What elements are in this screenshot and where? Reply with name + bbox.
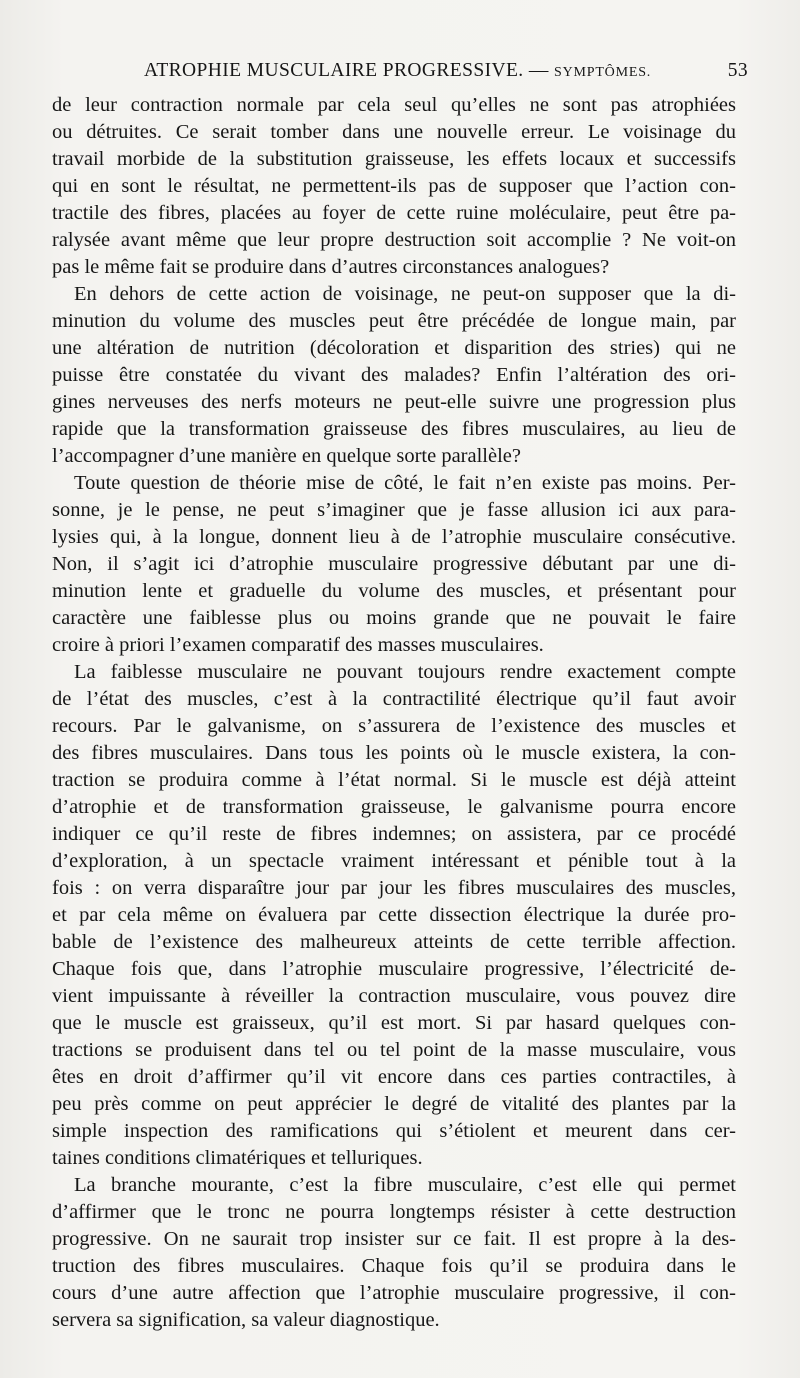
running-title — [144, 60, 651, 82]
text-line: gines nerveuses des nerfs moteurs ne peut-elle suivre une progression plus — [52, 391, 736, 413]
text-line: En dehors de cette action de voisinage, ne peut-on supposer que la di- — [74, 283, 736, 305]
text-line: l’accompagner d’une manière en quelque sorte parallèle? — [52, 445, 521, 467]
text-line: indiquer ce qu’il reste de fibres indemnes; on assistera, par ce procédé — [52, 823, 736, 845]
text-line: rapide que la transformation graisseuse des fibres musculaires, au lieu de — [52, 418, 736, 440]
text-line: Chaque fois que, dans l’atrophie musculaire progressive, l’électricité de- — [52, 958, 736, 980]
text-line: tractions se produisent dans tel ou tel point de la masse musculaire, vous — [52, 1039, 736, 1061]
text-line: ralysée avant même que leur propre destruction soit accomplie ? Ne voit-on — [52, 229, 736, 251]
text-line: qui en sont le résultat, ne permettent-ils pas de supposer que l’action con- — [52, 175, 736, 197]
text-line: ou détruites. Ce serait tomber dans une nouvelle erreur. Le voisinage du — [52, 121, 736, 143]
text-line: minution lente et graduelle du volume des muscles, et présentant pour — [52, 580, 736, 602]
text-line: caractère une faiblesse plus ou moins grande que ne pouvait le faire — [52, 607, 736, 629]
text-line: êtes en droit d’affirmer qu’il vit encore dans ces parties contractiles, à — [52, 1066, 736, 1088]
running-subtitle: SYMPTÔMES. — [554, 65, 652, 80]
page-number: 53 — [727, 60, 748, 81]
text-line: Non, il s’agit ici d’atrophie musculaire progressive débutant par une di- — [52, 553, 736, 575]
text-line: traction se produira comme à l’état normal. Si le muscle est déjà atteint — [52, 769, 736, 791]
text-line: servera sa signification, sa valeur diagnostique. — [52, 1309, 440, 1331]
text-line: tractile des fibres, placées au foyer de cette ruine moléculaire, peut être pa- — [52, 202, 736, 224]
text-line: peu près comme on peut apprécier le degré de vitalité des plantes par la — [52, 1093, 736, 1115]
text-line: et par cela même on évaluera par cette dissection électrique la durée pro- — [52, 904, 736, 926]
text-line: progressive. On ne saurait trop insister sur ce fait. Il est propre à la des- — [52, 1228, 736, 1250]
body-text — [52, 92, 736, 1334]
text-line: puisse être constatée du vivant des malades? Enfin l’altération des ori- — [52, 364, 736, 386]
text-line: travail morbide de la substitution graisseuse, les effets locaux et successifs — [52, 148, 736, 170]
text-line: d’affirmer que le tronc ne pourra longtemps résister à cette destruction — [52, 1201, 736, 1223]
text-line: taines conditions climatériques et telluriques. — [52, 1147, 423, 1169]
text-line: sonne, je le pense, ne peut s’imaginer que je fasse allusion ici aux para- — [52, 499, 736, 521]
text-line: minution du volume des muscles peut être précédée de longue main, par — [52, 310, 736, 332]
text-line: truction des fibres musculaires. Chaque fois qu’il se produira dans le — [52, 1255, 736, 1277]
text-line: fois : on verra disparaître jour par jour les fibres musculaires des muscles, — [52, 877, 736, 899]
text-line: de l’état des muscles, c’est à la contractilité électrique qu’il faut avoir — [52, 688, 736, 710]
text-line: des fibres musculaires. Dans tous les points où le muscle existera, la con- — [52, 742, 736, 764]
running-head — [48, 60, 748, 88]
text-line: cours d’une autre affection que l’atrophie musculaire progressive, il con- — [52, 1282, 736, 1304]
text-line: vient impuissante à réveiller la contraction musculaire, vous pouvez dire — [52, 985, 736, 1007]
text-line: La faiblesse musculaire ne pouvant toujours rendre exactement compte — [74, 661, 736, 683]
text-line: d’atrophie et de transformation graisseuse, le galvanisme pourra encore — [52, 796, 736, 818]
text-line: une altération de nutrition (décoloration et disparition des stries) qui ne — [52, 337, 736, 359]
text-line: simple inspection des ramifications qui s’étiolent et meurent dans cer- — [52, 1120, 736, 1142]
text-line: d’exploration, à un spectacle vraiment intéressant et pénible tout à la — [52, 850, 736, 872]
running-title-text: ATROPHIE MUSCULAIRE PROGRESSIVE. — — [144, 60, 554, 81]
text-line: croire à priori l’examen comparatif des masses musculaires. — [52, 634, 544, 656]
text-line: que le muscle est graisseux, qu’il est mort. Si par hasard quelques con- — [52, 1012, 736, 1034]
text-line: pas le même fait se produire dans d’autres circonstances analogues? — [52, 256, 610, 278]
text-line: Toute question de théorie mise de côté, le fait n’en existe pas moins. Per- — [74, 472, 736, 494]
text-line: de leur contraction normale par cela seul qu’elles ne sont pas atrophiées — [52, 94, 736, 116]
text-line: La branche mourante, c’est la fibre musculaire, c’est elle qui permet — [74, 1174, 736, 1196]
text-line: recours. Par le galvanisme, on s’assurera de l’existence des muscles et — [52, 715, 736, 737]
text-line: bable de l’existence des malheureux atteints de cette terrible affection. — [52, 931, 736, 953]
text-line: lysies qui, à la longue, donnent lieu à de l’atrophie musculaire consécutive. — [52, 526, 736, 548]
